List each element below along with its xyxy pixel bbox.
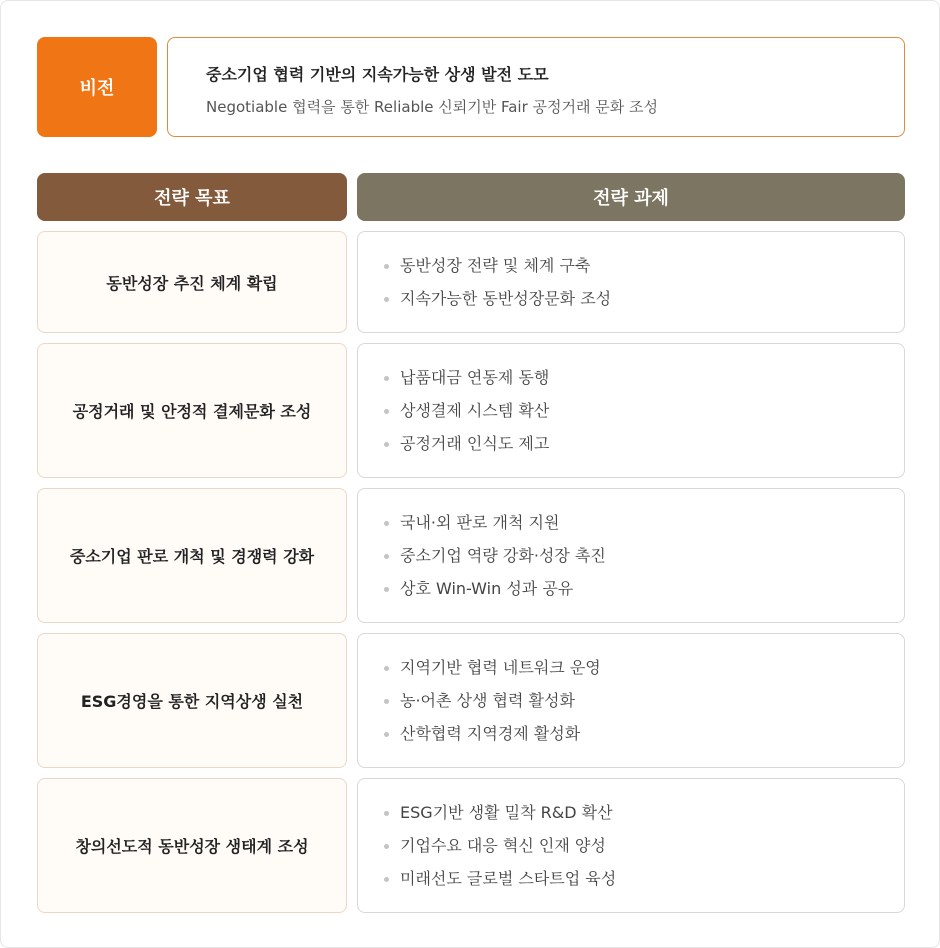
- goal-cell: [37, 633, 347, 768]
- goal-cell: [37, 778, 347, 913]
- goal-text: 창의선도적 동반성장 생태계 조성: [75, 837, 309, 856]
- task-cell: [357, 343, 905, 478]
- goal-text: 중소기업 판로 개척 및 경쟁력 강화: [69, 547, 315, 566]
- vision-label: 비전: [79, 78, 115, 99]
- task-item: 산학협력 지역경제 활성화: [384, 717, 904, 750]
- goal-cell: [37, 343, 347, 478]
- task-cell: [357, 231, 905, 333]
- goal-cell: [37, 488, 347, 623]
- task-list: [358, 796, 904, 895]
- task-item: 국내·외 판로 개척 지원: [384, 506, 904, 539]
- goal-cell: [37, 231, 347, 333]
- task-item: 동반성장 전략 및 체계 구축: [384, 249, 904, 282]
- task-list: [358, 651, 904, 750]
- task-header: [357, 173, 905, 221]
- task-list: [358, 249, 904, 315]
- task-item: 지속가능한 동반성장문화 조성: [384, 282, 904, 315]
- goal-text: 공정거래 및 안정적 결제문화 조성: [72, 402, 312, 421]
- vision-title: 중소기업 협력 기반의 지속가능한 상생 발전 도모: [206, 65, 549, 84]
- task-item: ESG기반 생활 밀착 R&D 확산: [384, 796, 904, 829]
- vision-badge: [37, 37, 157, 137]
- task-list: [358, 506, 904, 605]
- task-item: 납품대금 연동제 동행: [384, 361, 904, 394]
- task-header-label: 전략 과제: [593, 188, 669, 209]
- task-list: [358, 361, 904, 460]
- task-item: 중소기업 역량 강화·성장 촉진: [384, 539, 904, 572]
- task-item: 기업수요 대응 혁신 인재 양성: [384, 829, 904, 862]
- vision-subtitle: Negotiable 협력을 통한 Reliable 신뢰기반 Fair 공정거래 문화 조성: [206, 98, 658, 116]
- task-cell: [357, 633, 905, 768]
- task-item: 상호 Win-Win 성과 공유: [384, 572, 904, 605]
- goal-header: [37, 173, 347, 221]
- task-item: 농·어촌 상생 협력 활성화: [384, 684, 904, 717]
- goal-text: ESG경영을 통한 지역상생 실천: [80, 692, 304, 711]
- vision-box: [167, 37, 905, 137]
- task-item: 미래선도 글로벌 스타트업 육성: [384, 862, 904, 895]
- task-cell: [357, 488, 905, 623]
- goal-header-label: 전략 목표: [154, 188, 230, 209]
- task-cell: [357, 778, 905, 913]
- task-item: 지역기반 협력 네트워크 운영: [384, 651, 904, 684]
- goal-text: 동반성장 추진 체계 확립: [106, 273, 278, 293]
- task-item: 상생결제 시스템 확산: [384, 394, 904, 427]
- task-item: 공정거래 인식도 제고: [384, 427, 904, 460]
